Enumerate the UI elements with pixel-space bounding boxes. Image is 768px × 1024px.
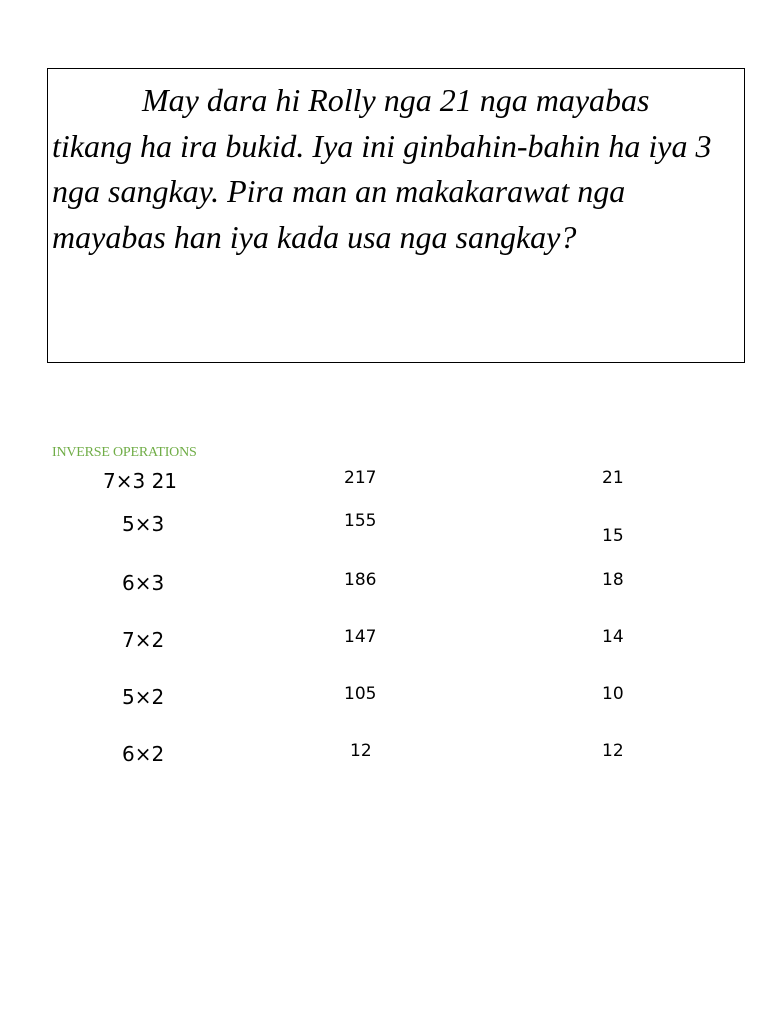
word-problem-text: May dara hi Rolly nga 21 nga mayabas tikang ha ira bukid. Iya ini ginbahin-bahin ha iya 3 nga sangkay. Pira man an makakarawat nga mayabas han iya kada usa nga sangkay?: [52, 82, 712, 255]
table-cell-result: 15: [602, 526, 624, 546]
table-cell-value: 217: [344, 468, 377, 488]
table-cell-result: 18: [602, 570, 624, 590]
table-cell-value: 186: [344, 570, 377, 590]
table-cell-result: 14: [602, 627, 624, 647]
table-cell-value: 105: [344, 684, 377, 704]
table-cell-result: 21: [602, 468, 624, 488]
table-cell-expression: 6×2: [122, 742, 165, 766]
table-cell-expression: 5×3: [122, 512, 165, 536]
table-cell-value: 155: [344, 511, 377, 531]
table-cell-result: 10: [602, 684, 624, 704]
table-cell-expression: 6×3: [122, 571, 165, 595]
table-cell-expression: 5×2: [122, 685, 165, 709]
table-cell-result: 12: [602, 741, 624, 761]
table-cell-expression: 7×3 21: [103, 469, 178, 493]
table-cell-value: 12: [350, 741, 372, 761]
table-cell-value: 147: [344, 627, 377, 647]
section-label: INVERSE OPERATIONS: [52, 445, 197, 460]
table-cell-expression: 7×2: [122, 628, 165, 652]
